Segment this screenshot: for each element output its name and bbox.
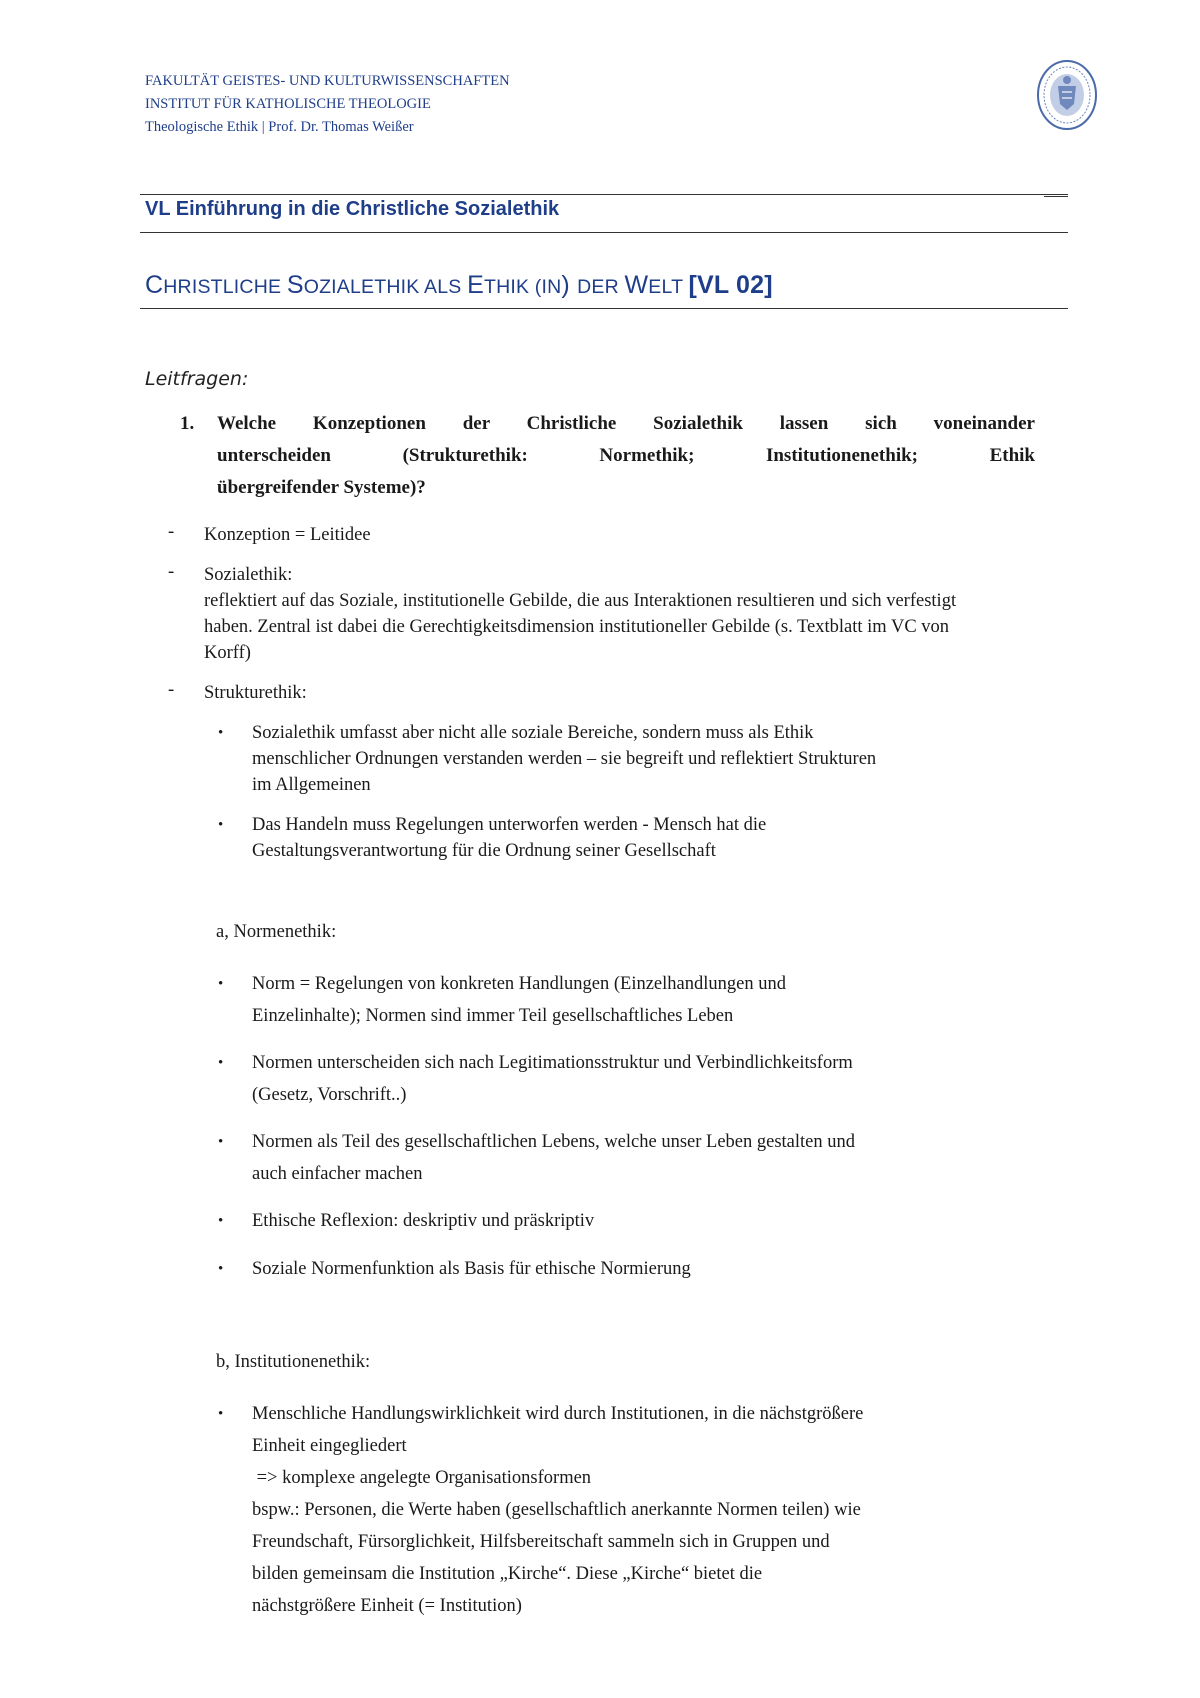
faculty-name: FAKULTÄT GEISTES- UND KULTURWISSENSCHAFTEN xyxy=(145,73,510,89)
lecture-number: [VL 02] xyxy=(688,271,773,299)
title-rule xyxy=(140,308,1068,309)
question-line: Welche Konzeptionen der Christliche Sozialethik lassen sich voneinander xyxy=(217,413,1035,434)
top-rule-tail xyxy=(1044,196,1068,197)
course-title: VL Einführung in die Christliche Sozialethik xyxy=(145,198,560,220)
section-label-leitfragen: Leitfragen: xyxy=(145,368,249,390)
bullet-icon: • xyxy=(218,1055,224,1071)
university-seal-icon xyxy=(1036,58,1098,132)
question-number: 1. xyxy=(180,413,195,434)
top-rule xyxy=(140,194,1068,195)
sozialethik-text: haben. Zentral ist dabei die Gerechtigkeitsdimension institutioneller Gebilde (s. Textblatt im VC von xyxy=(204,617,950,637)
bullet-icon: • xyxy=(218,1261,224,1277)
bullet-icon: • xyxy=(218,1134,224,1150)
question-line: übergreifender Systeme)? xyxy=(217,477,426,498)
question-line: unterscheiden (Strukturethik: Normethik; Institutionenethik; Ethik xyxy=(217,445,1035,466)
bullet-icon: • xyxy=(218,725,224,741)
course-rule xyxy=(140,232,1068,233)
bullet-icon: • xyxy=(218,976,224,992)
normenethik-heading: a, Normenethik: xyxy=(216,922,337,942)
sozialethik-text: Korff) xyxy=(204,643,251,663)
bullet-icon: • xyxy=(218,1213,224,1229)
institute-name: INSTITUT FÜR KATHOLISCHE THEOLOGIE xyxy=(145,96,431,112)
institutionenethik-heading: b, Institutionenethik: xyxy=(216,1352,371,1372)
sozialethik-label: Sozialethik: xyxy=(204,565,293,585)
chair-name: Theologische Ethik | Prof. Dr. Thomas Weißer xyxy=(145,119,414,135)
bullet-icon: • xyxy=(218,817,224,833)
bullet-icon: • xyxy=(218,1406,224,1422)
faculty-header xyxy=(145,70,510,139)
sozialethik-text: reflektiert auf das Soziale, institutionelle Gebilde, die aus Interaktionen resultieren und sich verfestigt xyxy=(204,591,957,611)
document-page: FAKULTÄT GEISTES- UND KULTURWISSENSCHAFTEN INSTITUT FÜR KATHOLISCHE THEOLOGIE Theologische Ethik | Prof. Dr. Thomas Weißer VL Einführung in die Christliche Sozialethik CHRISTLICHE SOZIALETHIK ALS ETHIK (IN) DER WELT [VL 02] Leitfragen: 1. Welche Konzeptionen der Christliche Sozialethik lassen sich voneinander unterscheiden (Strukturethik: Normethik; Institutionenethik; Ethik übergreifender Systeme)? - Konzeption = Leitidee - Sozialethik: reflektiert auf das Soziale, institutionelle Gebilde, die aus Interaktionen resultieren und sich verfestigt haben. Zentral ist dabei die Gerechtigkeitsdimension institutioneller Gebilde (s. Textblatt im VC von Korff) - Strukturethik: • Sozialethik umfasst aber nicht alle soziale Bereiche, sondern muss als Ethik menschlicher Ordnungen verstanden werden – sie begreift und reflektiert Strukturen im Allgemeinen • Das Handeln muss Regelungen unterworfen werden - Mensch hat die Gestaltungsverantwortung für die Ordnung seiner Gesellschaft a, Normenethik: • Norm = Regelungen von konkreten Handlungen (Einzelhandlungen und Einzelinhalte); Normen sind immer Teil gesellschaftliches Leben • Normen unterscheiden sich nach Legitimationsstruktur und Verbindlichkeitsform (Gesetz, Vorschrift..) • Normen als Teil des gesellschaftlichen Lebens, welche unser Leben gestalten und auch einfacher machen • Ethische Reflexion: deskriptiv und präskriptiv • Soziale Normenfunktion als Basis für ethische Normierung b, Institutionenethik: • Menschliche Handlungswirklichkeit wird durch Institutionen, in die nächstgrößere Einheit eingegliedert => komplexe angelegte Organisationsformen bspw.: Personen, die Werte haben (gesellschaftlich anerkannte Normen teilen) wie Freundschaft, Fürsorglichkeit, Hilfsbereitschaft sammeln sich in Gruppen und bilden gemeinsam die Institution „Kirche“. Diese „Kirche“ bietet die nächstgrößere Einheit (= Institution) xyxy=(0,0,1200,1698)
lecture-title: CHRISTLICHE SOZIALETHIK ALS ETHIK (IN) DER WELT [VL 02] xyxy=(145,271,773,299)
